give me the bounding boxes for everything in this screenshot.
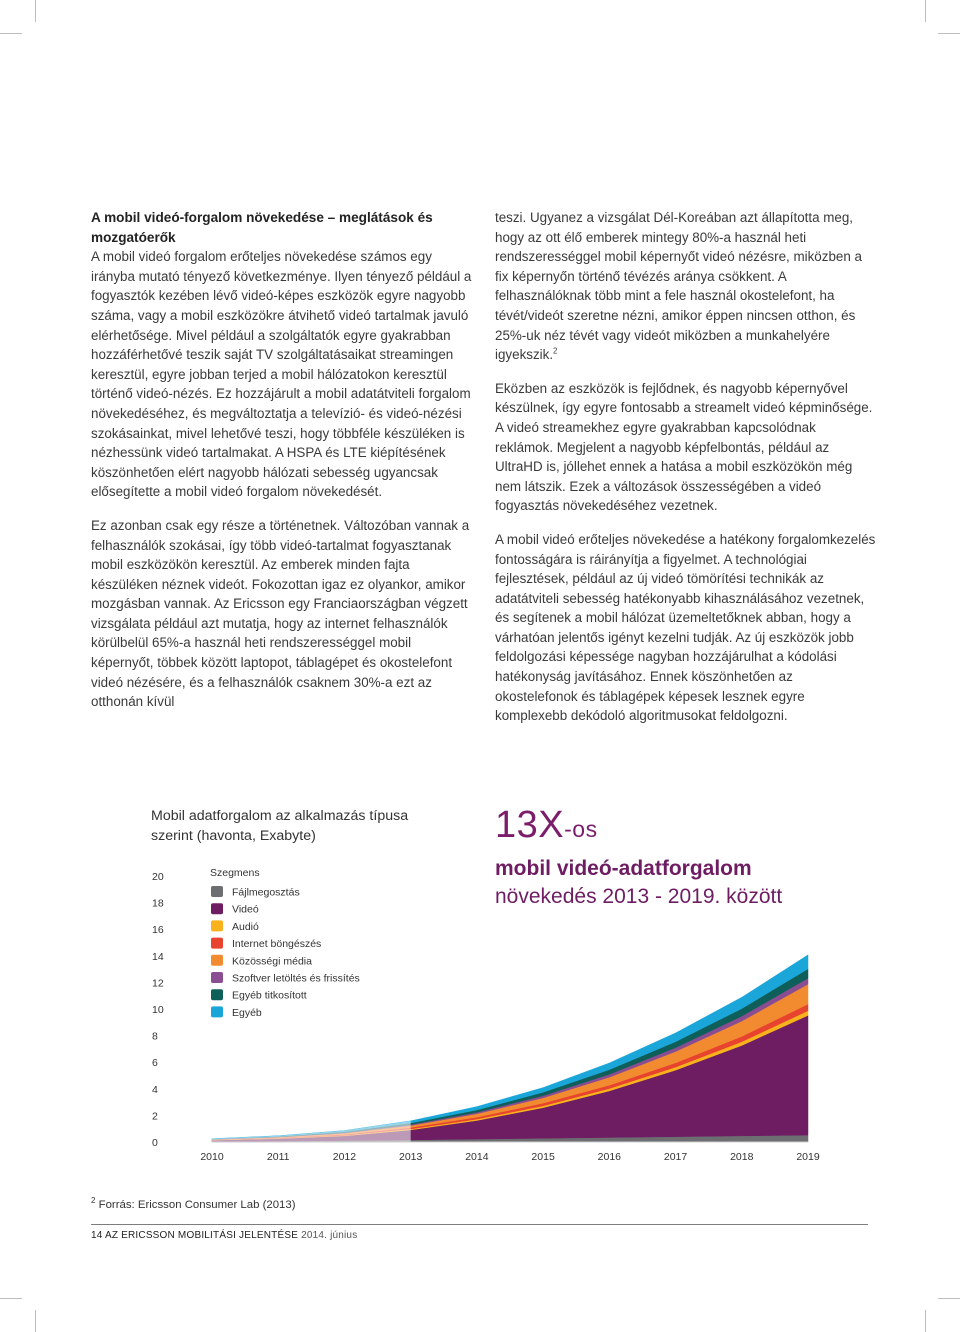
x-tick-label: 2015 — [531, 1151, 555, 1163]
growth-number: 13X — [495, 804, 565, 846]
right-column — [495, 208, 877, 740]
body-paragraph: A mobil videó erőteljes növekedése a hatékony forgalomkezelés fontosságára is ráirányítja a figyelmet. A technológiai fejlesztések, például az új videó tömörítési technikák az adatátviteli sebesség hatékonyabb kihasználásához vezetnek, és segítenek a mobil hálózat üzemeltetőknek abban, hogy a várhatóan jelentős igényt kezelni tudják. Az új eszközök jobb feldolgozási képessége nagyban hozzájárulhat a kódolási hatékonyság javításához. Ennek köszönhetően az okostelefonok és táblagépek képesek lesznek egyre komplexebb dekódoló algoritmusokat feldolgozni. — [495, 531, 876, 724]
growth-multiplier — [495, 802, 598, 852]
traffic-area-chart — [140, 860, 830, 1170]
legend-label: Egyéb titkosított — [232, 989, 307, 1002]
x-tick-label: 2016 — [597, 1151, 622, 1163]
y-tick-label: 18 — [152, 897, 164, 910]
legend-swatch — [211, 955, 223, 966]
y-tick-label: 10 — [152, 1004, 164, 1016]
crop-mark — [925, 1310, 926, 1332]
legend-label: Audió — [232, 920, 259, 933]
body-paragraph: Ez azonban csak egy része a történetnek. Változóban vannak a felhasználók szokásai, így több videó-tartalmat fogyasztanak mobil eszközökön keresztül. Az emberek minden fajta készüléken néznek videót. Fokozottan igaz ez olyankor, amikor mozgásban vannak. Az Ericsson egy Franciaországban végzett vizsgálata például azt mutatja, hogy az internet felhasználók körülbelül 65%-a használ heti rendszerességgel mobil képernyőt, többek között laptopot, táblagépet és okostelefont videó nézésére, és a felhasználók csaknem 30%-a ezt az otthonán kívül — [91, 517, 470, 710]
x-tick-label: 2017 — [663, 1151, 688, 1163]
crop-mark — [938, 1298, 960, 1299]
legend-swatch — [211, 1006, 223, 1017]
legend-swatch — [211, 886, 223, 897]
crop-mark — [35, 1310, 36, 1332]
body-paragraph — [495, 208, 877, 365]
legend-swatch — [211, 938, 223, 949]
page-number: 14 — [91, 1230, 103, 1241]
y-tick-label: 6 — [152, 1057, 158, 1070]
crop-mark — [938, 33, 960, 34]
body-paragraph: Eközben az eszközök is fejlődnek, és nagyobb képernyővel készülnek, így egyre fontosabb a streamelt videó képminősége. A videó streamekhez egyre gyakrabban kapcsolódnak reklámok. Megjelent a nagyobb képfelbontás, például az UltraHD is, jóllehet ennek a hatása a mobil eszközökön még nem látszik. Ezek a változások összességében a videó fogyasztás növekedéséhez vezetnek. — [495, 380, 873, 514]
chart-title: Mobil adatforgalom az alkalmazás típusa szerint (havonta, Exabyte) — [151, 808, 409, 844]
growth-caption-bold: mobil videó-adatforgalom — [495, 857, 752, 880]
y-tick-label: 16 — [152, 924, 164, 937]
growth-caption-rest: növekedés 2013 - 2019. között — [495, 885, 783, 908]
legend-label: Fájlmegosztás — [232, 886, 300, 899]
footer-rule — [91, 1224, 868, 1225]
crop-mark — [0, 1298, 22, 1299]
body-paragraph: A mobil videó forgalom erőteljes növekedése számos egy irányba mutató tényező következménye. Ilyen tényező például a fogyasztók kezében lévő videó-képes eszközök egyre nagyobb száma, vagy a mobil eszközökre átvihető videó tartalmak javuló elérhetősége. Mivel például a szolgáltatók egyre gyakrabban hozzáférhetővé teszik saját TV szolgáltatásaikat streamingen keresztül, egyre jobban terjed a mobil hálózatokon keresztül történő videó-nézés. Ez hozzájárult a mobil adatátviteli forgalom növekedéséhez, és megváltoztatja a televízió- és videó-nézési szokásainkat, mivel lehetővé teszi, hogy többféle készüléken is nézhessünk videó tartalmakat. A HSPA és LTE kiépítésének köszönhetően elért nagyobb hálózati sebesség ugyancsak elősegítette a mobil videó forgalom növekedését. — [91, 249, 472, 500]
x-tick-label: 2011 — [266, 1151, 290, 1163]
legend-label: Közösségi média — [232, 955, 312, 968]
x-tick-label: 2014 — [465, 1151, 489, 1163]
x-tick-label: 2019 — [796, 1151, 820, 1163]
historical-overlay — [212, 1121, 411, 1142]
growth-suffix: -os — [564, 816, 598, 842]
legend-swatch — [211, 920, 223, 931]
x-tick-label: 2012 — [332, 1151, 357, 1163]
legend-swatch — [211, 972, 223, 983]
left-column — [91, 208, 473, 726]
legend-label: Egyéb — [232, 1006, 262, 1019]
section-heading: A mobil videó-forgalom növekedése – meglátások és mozgatóerők — [91, 210, 433, 245]
legend-label: Szoftver letöltés és frissítés — [232, 972, 360, 985]
report-title: AZ ERICSSON MOBILITÁSI JELENTÉSE — [104, 1230, 299, 1241]
y-tick-label: 20 — [152, 871, 164, 883]
y-tick-label: 14 — [152, 950, 164, 963]
crop-mark — [35, 0, 36, 22]
footnote-ref: 2 — [553, 346, 558, 356]
x-tick-label: 2013 — [398, 1151, 423, 1163]
x-tick-label: 2018 — [730, 1151, 754, 1163]
paragraph-text: teszi. Ugyanez a vizsgálat Dél-Koreában azt állapította meg, hogy az ott élő emberek mintegy 80%-a használ heti rendszerességgel mobil képernyőt videó nézésre, miközben a fix képernyőn történő tévézés aránya csökkent. A felhasználóknak több mint a fele használ okostelefont, ha tévét/videót szeretne nézni, amikor éppen nincsen otthon, és 25%-uk néz tévét vagy videót miközben a munkahelyére igyekszik. — [495, 210, 862, 363]
legend-label: Internet böngészés — [232, 938, 322, 951]
legend-swatch — [211, 989, 223, 1000]
crop-mark — [925, 0, 926, 22]
y-tick-label: 12 — [152, 977, 164, 990]
legend-label: Videó — [232, 903, 259, 916]
legend-title: Szegmens — [210, 867, 260, 879]
report-date: 2014. június — [301, 1230, 358, 1241]
footnote-number: 2 — [91, 1196, 96, 1206]
legend-swatch — [211, 903, 223, 914]
y-tick-label: 4 — [152, 1083, 158, 1096]
crop-mark — [0, 33, 22, 34]
footnote — [91, 1196, 296, 1211]
footnote-text: Forrás: Ericsson Consumer Lab (2013) — [98, 1199, 296, 1211]
x-tick-label: 2010 — [200, 1151, 224, 1163]
y-tick-label: 0 — [152, 1137, 158, 1149]
page-footer — [91, 1230, 357, 1241]
y-tick-label: 8 — [152, 1030, 158, 1043]
y-tick-label: 2 — [152, 1110, 158, 1123]
